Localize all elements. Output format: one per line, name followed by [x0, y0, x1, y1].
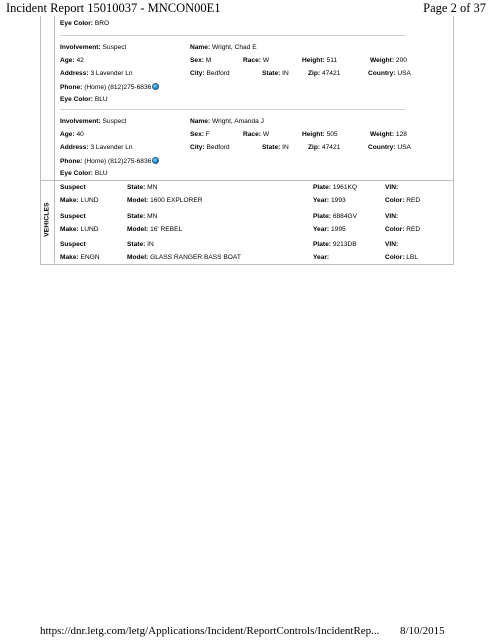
- name-value: Wright, Amanda J: [212, 118, 264, 125]
- field-text: Race: W: [243, 57, 270, 64]
- field-text: Model: 1600 EXPLORER: [127, 197, 203, 204]
- field-text: Suspect: [60, 213, 86, 220]
- field-text: Make: LUND: [60, 226, 99, 233]
- field-text: Weight: 200: [370, 57, 407, 64]
- field-text: Phone: (Home) (812)275-6836: [60, 83, 159, 92]
- field-text: Year: 1993: [313, 197, 346, 204]
- globe-icon[interactable]: [152, 157, 159, 164]
- field-text: State: IN: [127, 241, 154, 248]
- field-text: Zip: 47421: [308, 70, 341, 77]
- field-text: Color: RED: [385, 197, 421, 204]
- vehicles-label: VEHICLES: [43, 202, 51, 237]
- report-title: Incident Report 15010037 - MNCON00E1: [6, 1, 221, 15]
- field-text: Involvement: Suspect: [60, 118, 127, 125]
- footer-date: 8/10/2015: [400, 625, 445, 637]
- field-text: Involvement: Suspect: [60, 44, 127, 51]
- field-text: Suspect: [60, 184, 86, 191]
- field-text: State: IN: [262, 144, 289, 151]
- field-text: Country: USA: [368, 144, 411, 151]
- page-number: Page 2 of 37: [423, 1, 486, 15]
- field-text: Suspect: [60, 241, 86, 248]
- field-text: Plate: 9213DB: [313, 241, 357, 248]
- field-text: Name: Wright, Amanda J: [190, 118, 264, 125]
- field-text: Year: 1995: [313, 226, 346, 233]
- field-text: Height: 511: [302, 57, 338, 64]
- field-text: Plate: 6884GV: [313, 213, 358, 220]
- field-text: Age: 42: [60, 57, 84, 64]
- field-text: Sex: M: [190, 57, 212, 64]
- field-text: City: Bedford: [190, 70, 230, 77]
- footer-url[interactable]: https://dnr.letg.com/letg/Applications/Incident/ReportControls/IncidentRep...: [40, 625, 380, 637]
- field-text: Phone: (Home) (812)275-6836: [60, 157, 159, 166]
- page-header: [0, 0, 494, 16]
- field-text: VIN:: [385, 184, 399, 191]
- prev-eye-color: Eye Color: BRO: [60, 20, 110, 27]
- person-separator: [60, 35, 405, 36]
- section-divider: [54, 16, 55, 180]
- field-text: VIN:: [385, 213, 399, 220]
- field-text: Model: 16' REBEL: [127, 226, 183, 233]
- field-text: Country: USA: [368, 70, 411, 77]
- field-text: Eye Color: BLU: [60, 170, 108, 177]
- vehicles-tab: [40, 180, 55, 263]
- name-value: Wright, Chad E: [212, 44, 257, 51]
- field-text: Address: 3 Lavender Ln: [60, 144, 133, 151]
- globe-icon[interactable]: [152, 83, 159, 90]
- field-text: City: Bedford: [190, 144, 230, 151]
- field-text: Model: GLASS RANGER BASS BOAT: [127, 254, 241, 261]
- field-text: State: IN: [262, 70, 289, 77]
- field-text: Color: RED: [385, 226, 421, 233]
- field-text: State: MN: [127, 213, 158, 220]
- involvement-value: Suspect: [102, 44, 127, 51]
- field-text: Name: Wright, Chad E: [190, 44, 257, 51]
- field-text: Year:: [313, 254, 330, 261]
- field-text: State: MN: [127, 184, 158, 191]
- person-separator: [60, 109, 405, 110]
- vehicles-section: [40, 180, 454, 265]
- field-text: Address: 3 Lavender Ln: [60, 70, 133, 77]
- field-text: Zip: 47421: [308, 144, 341, 151]
- field-text: VIN:: [385, 241, 399, 248]
- field-text: Plate: 1961KQ: [313, 184, 358, 191]
- involvement-value: Suspect: [102, 118, 127, 125]
- field-text: Weight: 128: [370, 131, 407, 138]
- field-text: Age: 40: [60, 131, 84, 138]
- field-text: Make: ENGN: [60, 254, 100, 261]
- field-text: Height: 505: [302, 131, 338, 138]
- field-text: Eye Color: BLU: [60, 96, 108, 103]
- field-text: Race: W: [243, 131, 270, 138]
- page-footer: [0, 623, 494, 639]
- field-text: Make: LUND: [60, 197, 99, 204]
- field-text: Color: LBL: [385, 254, 418, 261]
- field-text: Sex: F: [190, 131, 210, 138]
